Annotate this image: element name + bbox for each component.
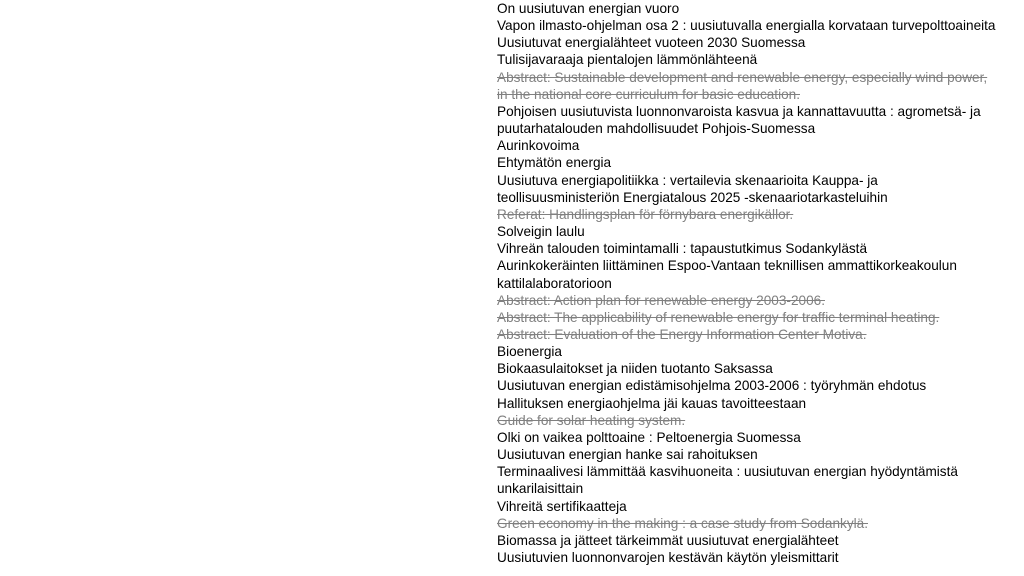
title-item: Pohjoisen uusiutuvista luonnonvaroista kasvua ja kannattavuutta : agrometsä- ja puutarhatalouden mahdollisuudet Pohjois-Suomessa [497, 103, 981, 137]
struck-title-item: Abstract: The applicability of renewable energy for traffic terminal heating. [497, 309, 940, 325]
struck-title-item: Green economy in the making : a case study from Sodankylä. [497, 515, 868, 531]
title-item: Biomassa ja jätteet tärkeimmät uusiutuvat energialähteet [497, 532, 839, 548]
title-item: Vapon ilmasto-ohjelman osa 2 : uusiutuvalla energialla korvataan turvepolttoaineita [497, 18, 996, 34]
struck-title-item: Abstract: Sustainable development and renewable energy, especially wind power, in the national core curriculum for basic education. [497, 69, 988, 102]
title-item: Biokaasulaitokset ja niiden tuotanto Saksassa [497, 361, 773, 377]
title-list [497, 0, 997, 566]
title-item: Vihreitä sertifikaatteja [497, 498, 627, 514]
title-item: Hallituksen energiaohjelma jäi kauas tavoitteestaan [497, 395, 807, 411]
title-item: Uusiutuvan energian hanke sai rahoituksen [497, 447, 758, 463]
title-item: On uusiutuvan energian vuoro [497, 1, 680, 16]
struck-title-item: Abstract: Action plan for renewable energy 2003-2006. [497, 292, 825, 308]
title-item: Uusiutuva energiapolitiikka : vertailevia skenaarioita Kauppa- ja teollisuusministeriön Energiatalous 2025 -skenaariotarkasteluihin [497, 172, 888, 205]
title-item: Uusiutuvien luonnonvarojen kestävän käytön yleismittarit [497, 550, 839, 565]
title-item: Solveigin laulu [497, 224, 585, 240]
title-item: Terminaalivesi lämmittää kasvihuoneita : uusiutuvan energian hyödyntämistä unkarilaisittain [497, 464, 958, 497]
title-item: Uusiutuvan energian edistämisohjelma 2003-2006 : työryhmän ehdotus [497, 378, 927, 394]
title-item: Aurinkokeräinten liittäminen Espoo-Vantaan teknillisen ammattikorkeakoulun kattilalaboratorioon [497, 258, 957, 291]
title-item: Vihreän talouden toimintamalli : tapaustutkimus Sodankylästä [497, 241, 868, 257]
title-item: Olki on vaikea polttoaine : Peltoenergia Suomessa [497, 429, 801, 445]
struck-title-item: Abstract: Evaluation of the Energy Information Center Motiva. [497, 326, 867, 342]
title-item: Aurinkovoima [497, 138, 580, 154]
title-item: Ehtymätön energia [497, 155, 612, 171]
struck-title-item: Guide for solar heating system. [497, 412, 686, 428]
title-item: Tulisijavaraaja pientalojen lämmönlähteenä [497, 52, 758, 68]
struck-title-item: Referat: Handlingsplan för förnybara energikällor. [497, 206, 794, 222]
title-item: Uusiutuvat energialähteet vuoteen 2030 Suomessa [497, 35, 806, 51]
title-item: Bioenergia [497, 344, 562, 360]
